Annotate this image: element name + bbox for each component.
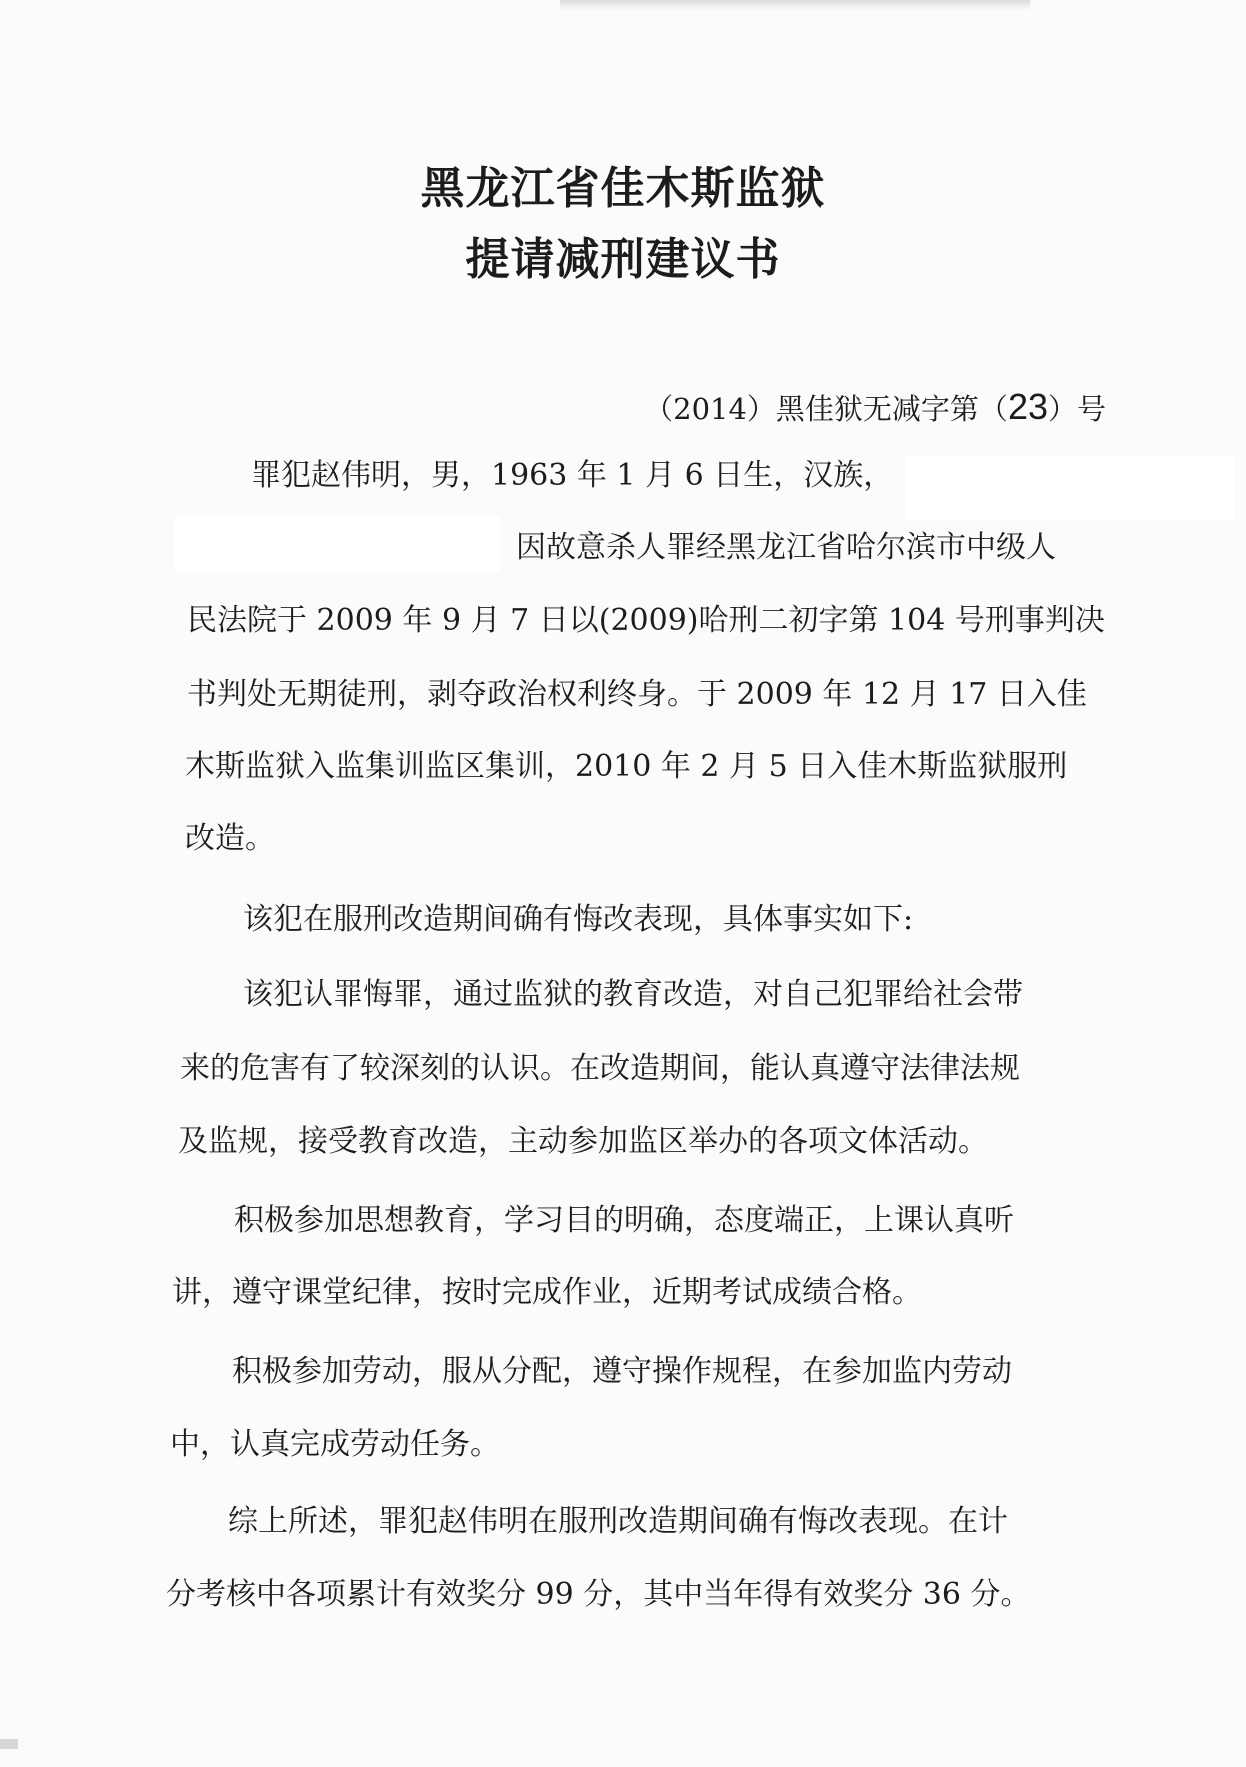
body-line-13: 积极参加劳动，服从分配，遵守操作规程，在参加监内劳动 <box>232 1354 1012 1389</box>
body-line-16: 分考核中各项累计有效奖分 99 分，其中当年得有效奖分 36 分。 <box>166 1577 1031 1612</box>
body-line-10: 及监规，接受教育改造，主动参加监区举办的各项文体活动。 <box>178 1124 988 1159</box>
body-line-5: 木斯监狱入监集训监区集训，2010 年 2 月 5 日入佳木斯监狱服刑 <box>185 749 1068 784</box>
scan-edge-shadow <box>560 0 1030 10</box>
body-line-9: 来的危害有了较深刻的认识。在改造期间，能认真遵守法律法规 <box>180 1051 1020 1086</box>
body-line-1: 罪犯赵伟明，男，1963 年 1 月 6 日生，汉族， <box>251 458 894 493</box>
document-title-line1: 黑龙江省佳木斯监狱 <box>420 163 826 214</box>
document-number-value: 23 <box>1007 386 1048 427</box>
body-line-6: 改造。 <box>185 821 275 856</box>
body-line-11: 积极参加思想教育，学习目的明确，态度端正，上课认真听 <box>234 1203 1014 1238</box>
document-number-suffix: ）号 <box>1047 392 1106 426</box>
redacted-area <box>905 455 1235 521</box>
document-number-prefix: （2014）黑佳狱无减字第（ <box>644 392 1008 426</box>
scan-corner-mark <box>0 1739 18 1749</box>
body-line-7: 该犯在服刑改造期间确有悔改表现，具体事实如下: <box>243 902 914 937</box>
body-line-12: 讲，遵守课堂纪律，按时完成作业，近期考试成绩合格。 <box>172 1275 922 1310</box>
body-line-8: 该犯认罪悔罪，通过监狱的教育改造，对自己犯罪给社会带 <box>243 977 1023 1012</box>
document-title-line2: 提请减刑建议书 <box>465 234 781 285</box>
body-line-4: 书判处无期徒刑，剥夺政治权利终身。于 2009 年 12 月 17 日入佳 <box>187 677 1087 712</box>
body-line-3: 民法院于 2009 年 9 月 7 日以(2009)哈刑二初字第 104 号刑事判决 <box>187 603 1105 638</box>
body-line-15: 综上所述，罪犯赵伟明在服刑改造期间确有悔改表现。在计 <box>228 1504 1008 1539</box>
document-number <box>644 386 1106 428</box>
body-line-14: 中，认真完成劳动任务。 <box>170 1427 500 1462</box>
redacted-area <box>175 515 500 573</box>
body-line-2: 因故意杀人罪经黑龙江省哈尔滨市中级人 <box>516 530 1056 565</box>
